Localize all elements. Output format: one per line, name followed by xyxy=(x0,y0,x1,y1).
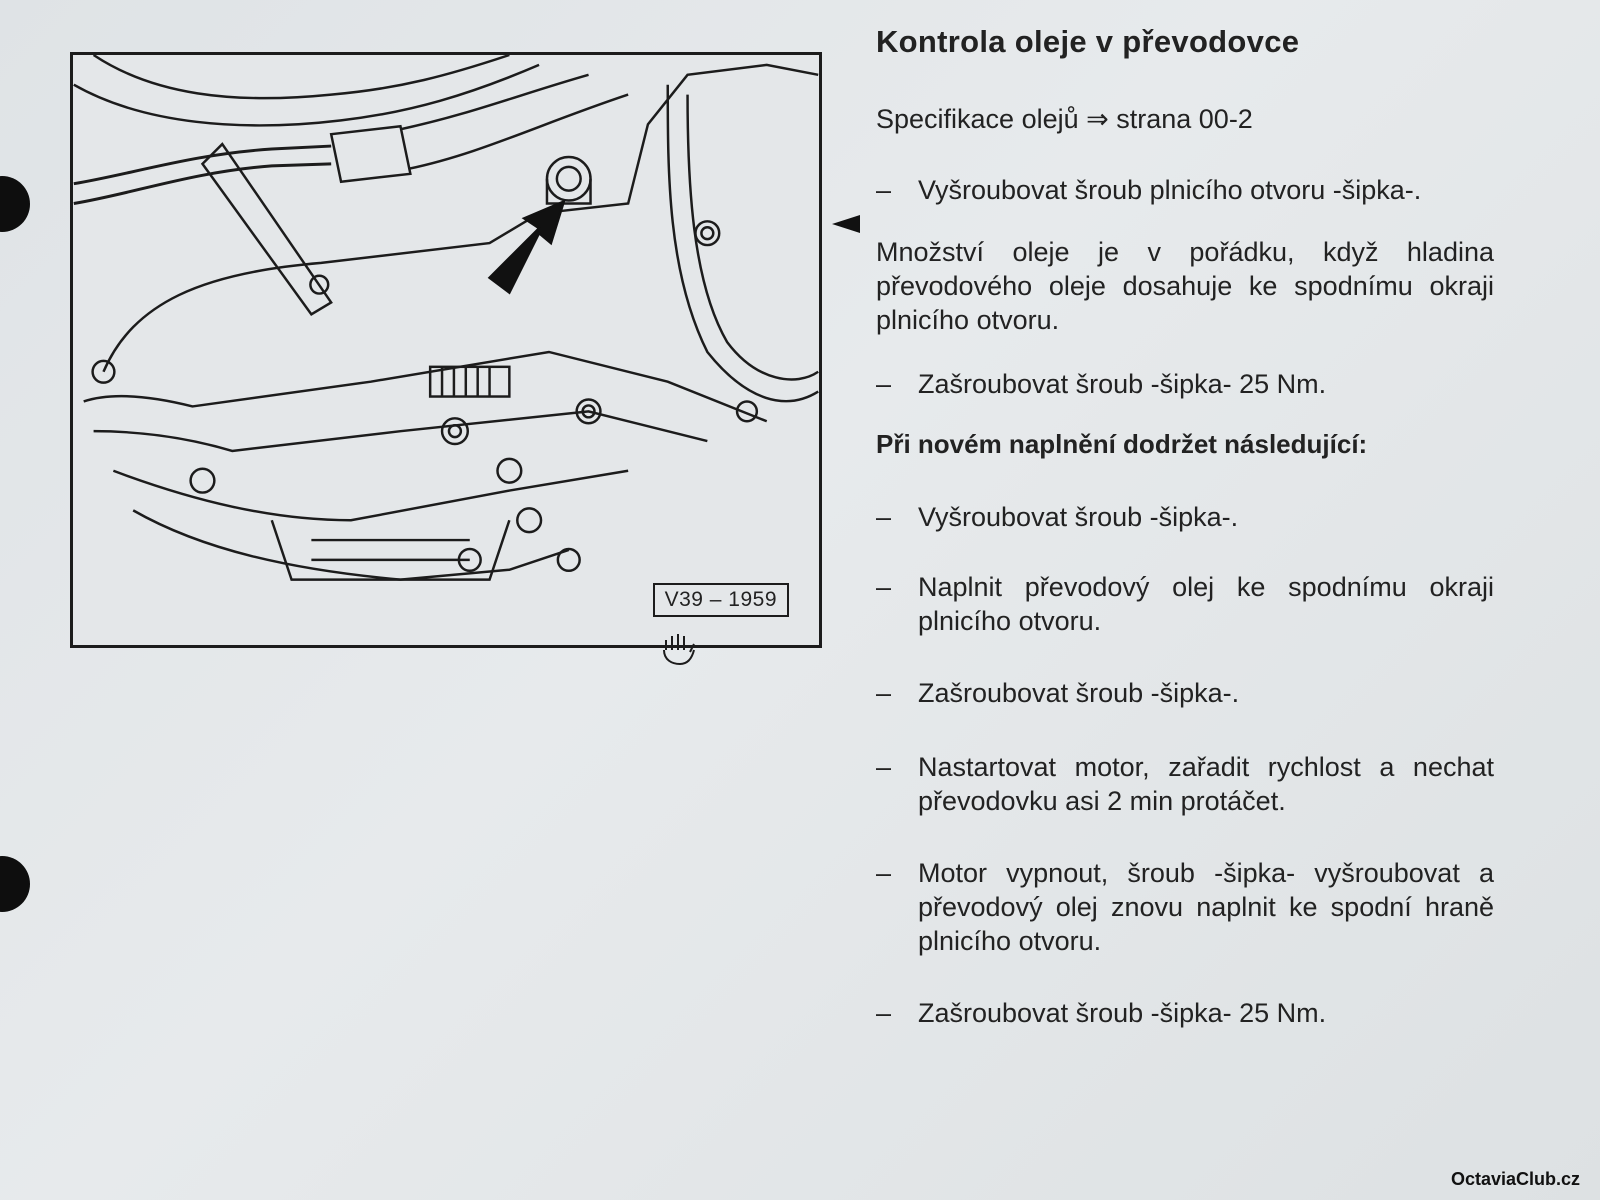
refill-step-2: – Naplnit převodový olej ke spodnímu okraji plnicího otvoru. xyxy=(876,572,1494,636)
transmission-illustration xyxy=(70,52,822,648)
oil-level-note: Množství oleje je v pořádku, když hladina převodového oleje dosahuje ke spodnímu okraji plnicího otvoru. xyxy=(876,237,1494,335)
page-title: Kontrola oleje v převodovce xyxy=(876,24,1300,59)
step-tighten-plug: – Zašroubovat šroub -šipka- 25 Nm. xyxy=(876,369,1327,399)
pointer-arrow-icon xyxy=(832,215,860,233)
step-remove-filler-plug: – Vyšroubovat šroub plnicího otvoru -šipka-. xyxy=(876,175,1422,205)
hand-icon xyxy=(660,630,700,666)
transmission-drawing xyxy=(73,55,819,645)
binder-hole-top xyxy=(0,176,30,232)
refill-step-1: – Vyšroubovat šroub -šipka-. xyxy=(876,502,1239,532)
refill-heading: Při novém naplnění dodržet následující: xyxy=(876,429,1368,459)
refill-step-3: – Zašroubovat šroub -šipka-. xyxy=(876,678,1240,708)
refill-step-4: – Nastartovat motor, zařadit rychlost a nechat převodovku asi 2 min protáčet. xyxy=(876,752,1494,816)
oil-spec-reference: Specifikace olejů ⇒ strana 00-2 xyxy=(876,104,1253,134)
instructions-column xyxy=(876,24,1494,1030)
refill-step-6: – Zašroubovat šroub -šipka- 25 Nm. xyxy=(876,998,1327,1028)
figure-code-label: V39 – 1959 xyxy=(653,583,789,617)
refill-step-5: – Motor vypnout, šroub -šipka- vyšroubovat a převodový olej znovu naplnit ke spodní hraně plnicího otvoru. xyxy=(876,858,1494,956)
binder-hole-bottom xyxy=(0,856,30,912)
site-watermark: OctaviaClub.cz xyxy=(1450,1169,1580,1189)
